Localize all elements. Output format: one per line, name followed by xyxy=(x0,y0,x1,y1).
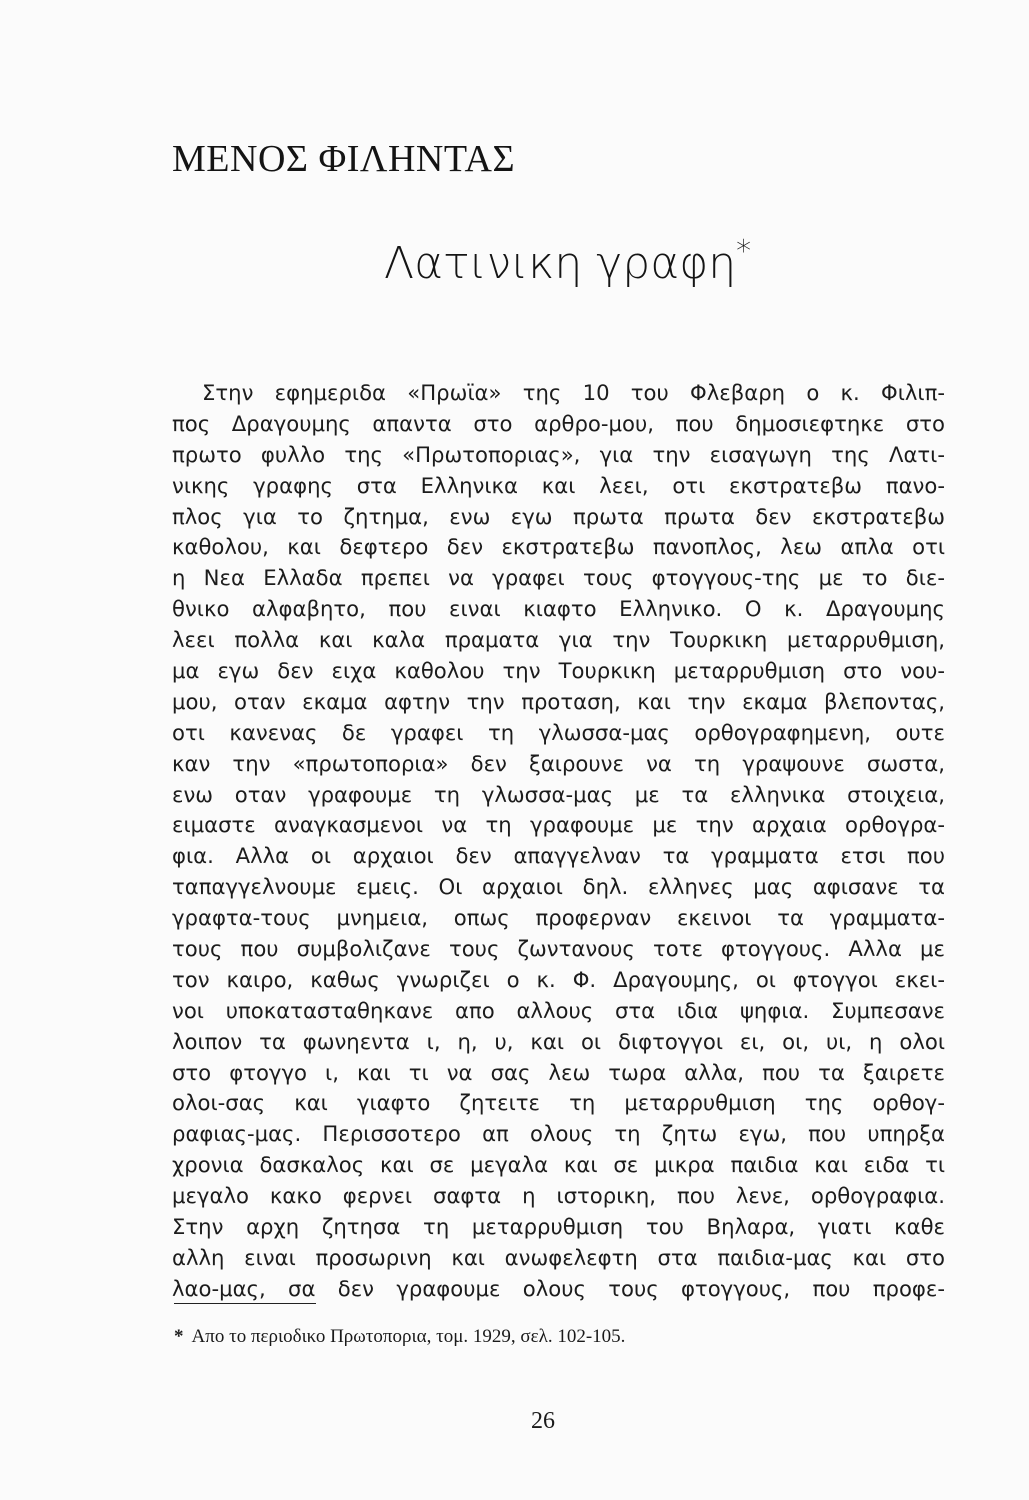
body-line: Στην εφημεριδα «Πρωϊα» της 10 του Φλεβαρη ο κ. Φιλιπ- xyxy=(202,380,945,405)
body-line: οτι κανενας δε γραφει τη γλωσσα-μας ορθογραφημενη, ουτε xyxy=(172,719,945,745)
body-line: μα εγω δεν ειχα καθολου την Τουρκικη μεταρρυθμιση στο νου- xyxy=(172,658,945,684)
page-number: 26 xyxy=(531,1408,555,1434)
body-line: χρονια δασκαλος και σε μεγαλα και σε μικρα παιδια και ειδα τι xyxy=(172,1152,945,1178)
body-line: ραφιας-μας. Περισσοτερο απ ολους τη ζητω εγω, που υπηρξα xyxy=(172,1121,945,1147)
body-line: τους που συμβολιζανε τους ζωντανους τοτε φτογγους. Αλλα με xyxy=(172,936,945,962)
body-line: λαο-μας, σα δεν γραφουμε ολους τους φτογγους, που προφε- xyxy=(172,1275,945,1301)
body-line: πρωτο φυλλο της «Πρωτοποριας», για την εισαγωγη της Λατι- xyxy=(172,441,945,467)
title-footnote-mark: * xyxy=(736,234,752,269)
body-text xyxy=(172,378,945,1305)
body-line: ταπαγγελνουμε εμεις. Οι αρχαιοι δηλ. ελληνες μας αφισανε τα xyxy=(172,874,945,900)
footnote xyxy=(174,1326,625,1348)
body-line: η Νεα Ελλαδα πρεπει να γραφει τους φτογγους-της με το διε- xyxy=(172,565,945,591)
footnote-mark: * xyxy=(174,1326,184,1347)
body-line: καθολου, και δεφτερο δεν εκστρατεβω πανοπλος, λεω απλα οτι xyxy=(172,534,945,560)
body-line: νικης γραφης στα Ελληνικα και λεει, οτι εκστρατεβω πανο- xyxy=(172,472,945,498)
body-line: γραφτα-τους μνημεια, οπως προφερναν εκεινοι τα γραμματα- xyxy=(172,905,945,931)
body-line: λοιπον τα φωνηεντα ι, η, υ, και οι διφτογγοι ει, οι, υι, η ολοι xyxy=(172,1028,945,1054)
footnote-text: Απο το περιοδικο Πρωτοπορια, τομ. 1929, σελ. 102-105. xyxy=(191,1326,626,1347)
body-line: θνικο αλφαβητο, που ειναι κιαφτο Ελληνικο. Ο κ. Δραγουμης xyxy=(172,596,945,622)
body-line: ολοι-σας και γιαφτο ζητειτε τη μεταρρυθμιση της ορθογ- xyxy=(172,1090,945,1116)
footnote-divider xyxy=(174,1303,316,1304)
body-line: πλος για το ζητημα, ενω εγω πρωτα πρωτα δεν εκστρατεβω xyxy=(172,503,945,529)
body-line: μου, οταν εκαμα αφτην την προταση, και την εκαμα βλεποντας, xyxy=(172,688,945,714)
body-line: αλλη ειναι προσωρινη και ανωφελεφτη στα παιδια-μας και στο xyxy=(172,1244,945,1270)
body-line: τον καιρο, καθως γνωριζει ο κ. Φ. Δραγουμης, οι φτογγοι εκει- xyxy=(172,966,945,992)
body-line: λεει πολλα και καλα πραματα για την Τουρκικη μεταρρυθμιση, xyxy=(172,627,945,653)
body-line: φια. Αλλα οι αρχαιοι δεν απαγγελναν τα γραμματα ετσι που xyxy=(172,843,945,869)
body-line: μεγαλο κακο φερνει σαφτα η ιστορικη, που λενε, ορθογραφια. xyxy=(172,1183,945,1209)
body-line: πος Δραγουμης απαντα στο αρθρο-μου, που δημοσιεφτηκε στο xyxy=(172,410,945,436)
title-text: Λατινικη γραφη xyxy=(384,238,737,289)
body-line: Στην αρχη ζητησα τη μεταρρυθμιση του Βηλαρα, γιατι καθε xyxy=(172,1214,945,1240)
body-line: ενω οταν γραφουμε τη γλωσσα-μας με τα ελληνικα στοιχεια, xyxy=(172,781,945,807)
body-line: καν την «πρωτοπορια» δεν ξαιρουνε να τη γραψουνε σωστα, xyxy=(172,750,945,776)
author-name: ΜΕΝΟΣ ΦΙΛΗΝΤΑΣ xyxy=(172,138,516,180)
body-line: στο φτογγο ι, και τι να σας λεω τωρα αλλα, που τα ξαιρετε xyxy=(172,1059,945,1085)
body-line: ειμαστε αναγκασμενοι να τη γραφουμε με την αρχαια ορθογρα- xyxy=(172,812,945,838)
article-title xyxy=(384,234,752,289)
body-line: νοι υποκατασταθηκανε απο αλλους στα ιδια ψηφια. Συμπεσανε xyxy=(172,997,945,1023)
